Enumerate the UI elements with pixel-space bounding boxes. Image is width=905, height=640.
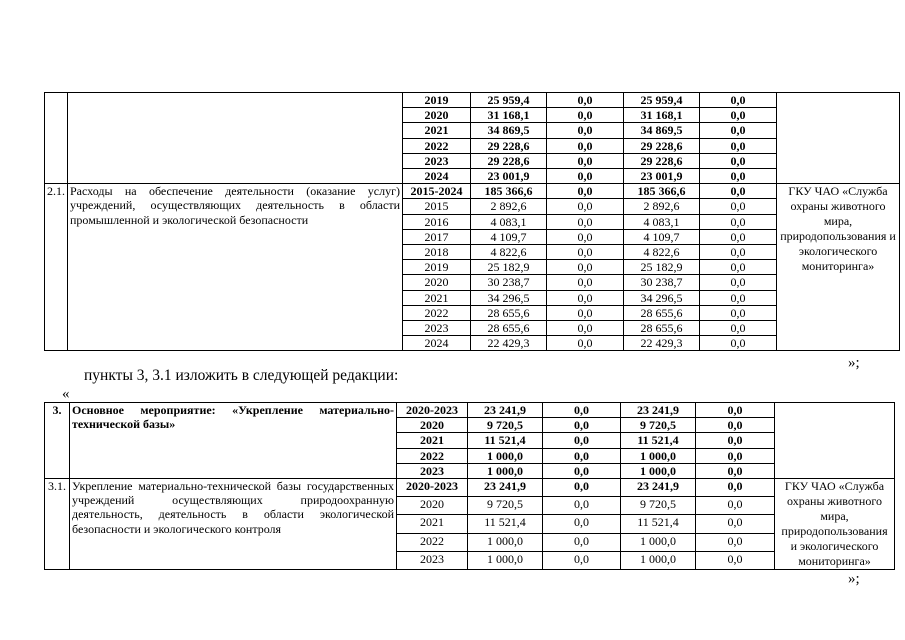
- item-description: Расходы на обеспечение деятельности (оказание услуг) учреждений, осуществляющих деятельность в области промышленной и экологической безопасности: [68, 184, 403, 351]
- other-cell: 0,0: [696, 497, 775, 515]
- regional-cell: 4 822,6: [624, 245, 700, 260]
- federal-cell: 0,0: [543, 533, 621, 551]
- year-cell: 2020: [397, 418, 468, 433]
- regional-cell: 4 109,7: [624, 229, 700, 244]
- total-cell: 1 000,0: [468, 463, 543, 478]
- federal-cell: 0,0: [547, 214, 624, 229]
- regional-cell: 31 168,1: [624, 108, 700, 123]
- federal-cell: 0,0: [543, 418, 621, 433]
- federal-cell: 0,0: [547, 229, 624, 244]
- federal-cell: 0,0: [547, 184, 624, 199]
- other-cell: 0,0: [696, 463, 775, 478]
- regional-cell: 23 001,9: [624, 169, 700, 184]
- federal-cell: 0,0: [547, 245, 624, 260]
- federal-cell: 0,0: [543, 403, 621, 418]
- total-cell: 9 720,5: [468, 497, 543, 515]
- total-cell: 23 001,9: [471, 169, 547, 184]
- year-cell: 2015: [403, 199, 471, 214]
- other-cell: 0,0: [696, 403, 775, 418]
- year-cell: 2020: [397, 497, 468, 515]
- year-cell: 2021: [403, 290, 471, 305]
- year-cell: 2020-2023: [397, 403, 468, 418]
- total-cell: 9 720,5: [468, 418, 543, 433]
- year-cell: 2018: [403, 245, 471, 260]
- other-cell: 0,0: [700, 153, 777, 168]
- total-cell: 2 892,6: [471, 199, 547, 214]
- total-cell: 11 521,4: [468, 515, 543, 533]
- other-cell: 0,0: [700, 214, 777, 229]
- total-cell: 30 238,7: [471, 275, 547, 290]
- other-cell: 0,0: [696, 448, 775, 463]
- regional-cell: 23 241,9: [621, 403, 696, 418]
- federal-cell: 0,0: [543, 448, 621, 463]
- other-cell: 0,0: [700, 123, 777, 138]
- federal-cell: 0,0: [547, 305, 624, 320]
- year-cell: 2015-2024: [403, 184, 471, 199]
- regional-cell: 185 366,6: [624, 184, 700, 199]
- other-cell: 0,0: [700, 93, 777, 108]
- regional-cell: 2 892,6: [624, 199, 700, 214]
- item-number: [45, 93, 68, 184]
- regional-cell: 1 000,0: [621, 448, 696, 463]
- other-cell: 0,0: [700, 138, 777, 153]
- other-cell: 0,0: [700, 305, 777, 320]
- federal-cell: 0,0: [547, 260, 624, 275]
- item-description: [68, 93, 403, 184]
- federal-cell: 0,0: [547, 199, 624, 214]
- year-cell: 2023: [397, 551, 468, 569]
- other-cell: 0,0: [696, 551, 775, 569]
- federal-cell: 0,0: [547, 275, 624, 290]
- item-number: 2.1.: [45, 184, 68, 351]
- regional-cell: 11 521,4: [621, 515, 696, 533]
- responsible-organization: ГКУ ЧАО «Служба охраны животного мира, природопользования и экологического мониторинга»: [777, 184, 900, 351]
- year-cell: 2021: [397, 433, 468, 448]
- responsible-organization: [777, 93, 900, 184]
- total-cell: 31 168,1: [471, 108, 547, 123]
- opening-quote: «: [62, 386, 70, 402]
- item-number: 3.: [45, 403, 70, 479]
- total-cell: 29 228,6: [471, 153, 547, 168]
- federal-cell: 0,0: [543, 479, 621, 497]
- budget-table-continuation: [44, 92, 900, 351]
- regional-cell: 1 000,0: [621, 533, 696, 551]
- other-cell: 0,0: [700, 290, 777, 305]
- federal-cell: 0,0: [547, 93, 624, 108]
- other-cell: 0,0: [696, 433, 775, 448]
- total-cell: 11 521,4: [468, 433, 543, 448]
- item-description: Основное мероприятие: «Укрепление материально-технической базы»: [70, 403, 397, 479]
- total-cell: 34 296,5: [471, 290, 547, 305]
- total-cell: 23 241,9: [468, 479, 543, 497]
- total-cell: 1 000,0: [468, 533, 543, 551]
- regional-cell: 28 655,6: [624, 305, 700, 320]
- federal-cell: 0,0: [543, 515, 621, 533]
- regional-cell: 4 083,1: [624, 214, 700, 229]
- year-cell: 2019: [403, 93, 471, 108]
- table-row: [45, 403, 895, 418]
- regional-cell: 23 241,9: [621, 479, 696, 497]
- total-cell: 22 429,3: [471, 336, 547, 351]
- federal-cell: 0,0: [547, 153, 624, 168]
- federal-cell: 0,0: [547, 321, 624, 336]
- total-cell: 23 241,9: [468, 403, 543, 418]
- table-row: [45, 184, 900, 199]
- federal-cell: 0,0: [547, 169, 624, 184]
- other-cell: 0,0: [700, 336, 777, 351]
- federal-cell: 0,0: [543, 551, 621, 569]
- table-row: [45, 479, 895, 497]
- other-cell: 0,0: [700, 229, 777, 244]
- year-cell: 2022: [397, 533, 468, 551]
- year-cell: 2020: [403, 108, 471, 123]
- total-cell: 185 366,6: [471, 184, 547, 199]
- responsible-organization: ГКУ ЧАО «Служба охраны животного мира, природопользования и экологического мониторинга»: [775, 479, 895, 570]
- other-cell: 0,0: [700, 321, 777, 336]
- other-cell: 0,0: [696, 479, 775, 497]
- total-cell: 4 083,1: [471, 214, 547, 229]
- federal-cell: 0,0: [543, 463, 621, 478]
- other-cell: 0,0: [700, 260, 777, 275]
- total-cell: 29 228,6: [471, 138, 547, 153]
- year-cell: 2017: [403, 229, 471, 244]
- regional-cell: 22 429,3: [624, 336, 700, 351]
- year-cell: 2020: [403, 275, 471, 290]
- total-cell: 28 655,6: [471, 305, 547, 320]
- regional-cell: 29 228,6: [624, 138, 700, 153]
- regional-cell: 1 000,0: [621, 551, 696, 569]
- other-cell: 0,0: [696, 418, 775, 433]
- year-cell: 2022: [397, 448, 468, 463]
- item-description: Укрепление материально-технической базы государственных учреждений осуществляющих природоохранную деятельность, деятельность в области экологической безопасности и экологического контроля: [70, 479, 397, 570]
- federal-cell: 0,0: [547, 138, 624, 153]
- year-cell: 2022: [403, 305, 471, 320]
- regional-cell: 25 959,4: [624, 93, 700, 108]
- budget-table-amended: [44, 402, 895, 570]
- total-cell: 25 182,9: [471, 260, 547, 275]
- year-cell: 2016: [403, 214, 471, 229]
- total-cell: 4 822,6: [471, 245, 547, 260]
- federal-cell: 0,0: [547, 290, 624, 305]
- year-cell: 2023: [397, 463, 468, 478]
- regional-cell: 34 296,5: [624, 290, 700, 305]
- other-cell: 0,0: [700, 199, 777, 214]
- year-cell: 2022: [403, 138, 471, 153]
- other-cell: 0,0: [696, 533, 775, 551]
- year-cell: 2023: [403, 321, 471, 336]
- regional-cell: 25 182,9: [624, 260, 700, 275]
- other-cell: 0,0: [700, 108, 777, 123]
- other-cell: 0,0: [700, 275, 777, 290]
- closing-quote-2: »;: [848, 571, 860, 587]
- year-cell: 2024: [403, 169, 471, 184]
- other-cell: 0,0: [700, 169, 777, 184]
- table-row: [45, 93, 900, 108]
- closing-quote-1: »;: [848, 355, 860, 371]
- federal-cell: 0,0: [547, 336, 624, 351]
- regional-cell: 9 720,5: [621, 497, 696, 515]
- total-cell: 1 000,0: [468, 448, 543, 463]
- total-cell: 28 655,6: [471, 321, 547, 336]
- year-cell: 2019: [403, 260, 471, 275]
- total-cell: 1 000,0: [468, 551, 543, 569]
- year-cell: 2024: [403, 336, 471, 351]
- year-cell: 2020-2023: [397, 479, 468, 497]
- regional-cell: 30 238,7: [624, 275, 700, 290]
- total-cell: 34 869,5: [471, 123, 547, 138]
- federal-cell: 0,0: [543, 497, 621, 515]
- regional-cell: 1 000,0: [621, 463, 696, 478]
- year-cell: 2021: [397, 515, 468, 533]
- other-cell: 0,0: [700, 184, 777, 199]
- year-cell: 2021: [403, 123, 471, 138]
- regional-cell: 9 720,5: [621, 418, 696, 433]
- other-cell: 0,0: [700, 245, 777, 260]
- total-cell: 4 109,7: [471, 229, 547, 244]
- federal-cell: 0,0: [547, 123, 624, 138]
- federal-cell: 0,0: [547, 108, 624, 123]
- federal-cell: 0,0: [543, 433, 621, 448]
- regional-cell: 28 655,6: [624, 321, 700, 336]
- item-number: 3.1.: [45, 479, 70, 570]
- year-cell: 2023: [403, 153, 471, 168]
- responsible-organization: [775, 403, 895, 479]
- total-cell: 25 959,4: [471, 93, 547, 108]
- regional-cell: 34 869,5: [624, 123, 700, 138]
- amendment-instruction: пункты 3, 3.1 изложить в следующей редакции:: [84, 367, 399, 384]
- regional-cell: 11 521,4: [621, 433, 696, 448]
- other-cell: 0,0: [696, 515, 775, 533]
- regional-cell: 29 228,6: [624, 153, 700, 168]
